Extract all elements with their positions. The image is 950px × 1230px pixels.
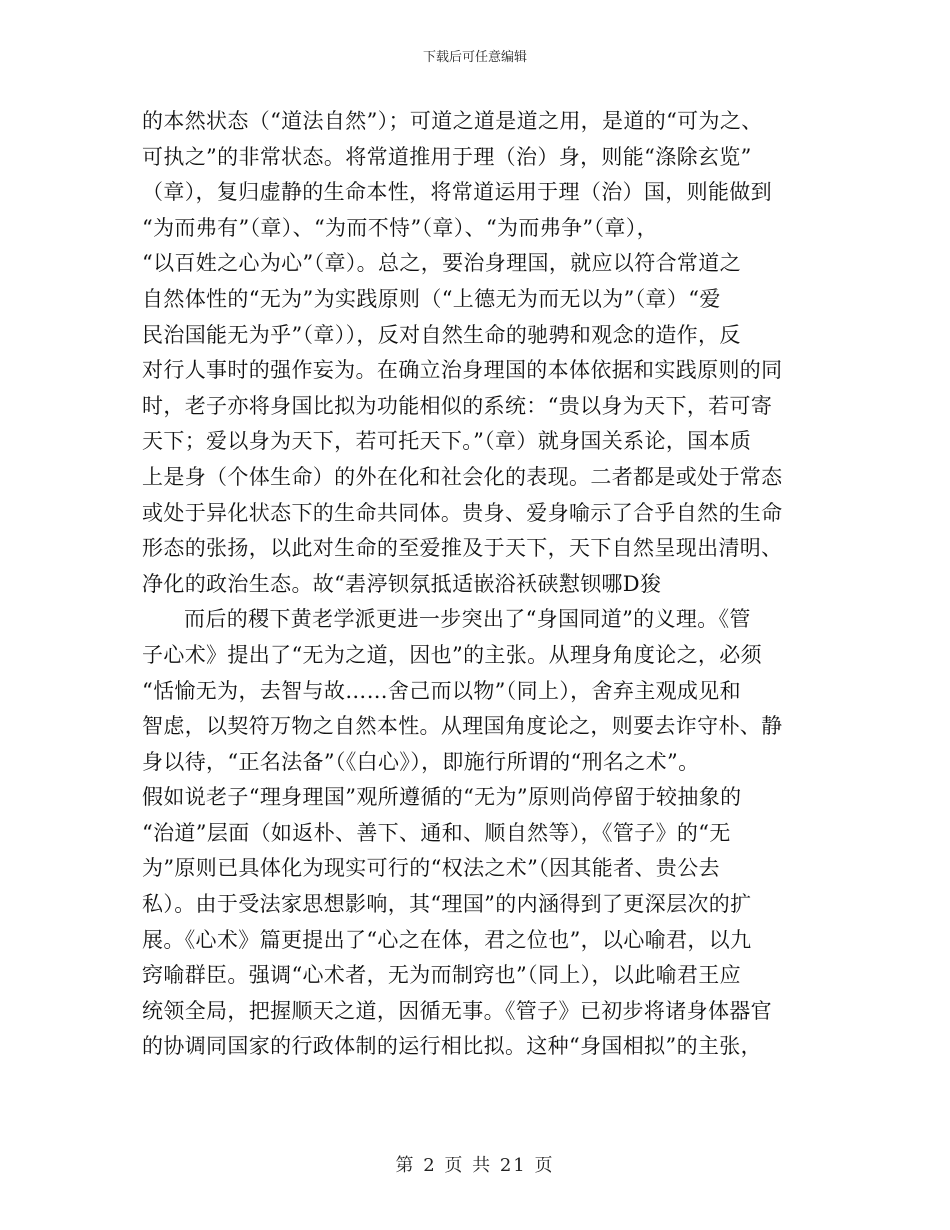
- document-body: [142, 104, 808, 1065]
- text-line: “为而弗有”（章）、“为而不恃”（章）、“为而弗争”（章），: [142, 215, 658, 240]
- text-line: 窍喻群臣。强调“心术者，无为而制窍也”（同上），以此喻君王应: [142, 963, 741, 988]
- text-line: 自然体性的“无为”为实践原则（“上德无为而无以为”（章）“爱: [142, 286, 721, 311]
- text-line: 上是身（个体生命）的外在化和社会化的表现。二者都是或处于常态: [142, 464, 783, 489]
- text-line: 的协调同国家的行政体制的运行相比拟。这种“身国相拟”的主张，: [142, 1034, 762, 1059]
- text-line: 假如说老子“理身理国”观所遵循的“无为”原则尚停留于较抽象的: [142, 785, 742, 810]
- text-line: “治道”层面（如返朴、善下、通和、顺自然等），《管子》的“无: [142, 820, 731, 845]
- text-line: 时，老子亦将身国比拟为功能相似的系统：“贵以身为天下，若可寄: [142, 393, 773, 418]
- text-line: “恬愉无为，去智与故……舍己而以物”（同上），舍弃主观成见和: [142, 678, 741, 703]
- text-line: 智虑，以契符万物之自然本性。从理国角度论之，则要去诈守朴、静: [142, 714, 783, 739]
- page-number-footer: 第 2 页 共 21 页: [395, 1155, 555, 1176]
- text-line: 统领全局，把握顺天之道，因循无事。《管子》已初步将诸身体器官: [142, 998, 772, 1023]
- text-line: 形态的张扬，以此对生命的至爱推及于天下，天下自然呈现出清明、: [142, 536, 783, 561]
- text-line: 身以待，“正名法备”（《白心》），即施行所谓的“刑名之术”。: [142, 749, 700, 774]
- text-line: “以百姓之心为心”（章）。总之，要治身理国，就应以符合常道之: [142, 251, 741, 276]
- text-line: 对行人事时的强作妄为。在确立治身理国的本体依据和实践原则的同: [142, 358, 783, 383]
- text-line: 可执之”的非常状态。将常道推用于理（治）身，则能“涤除玄览”: [142, 144, 752, 169]
- text-line: （章），复归虚静的生命本性，将常道运用于理（治）国，则能做到: [142, 180, 772, 205]
- text-line: 天下；爱以身为天下，若可托天下。”（章）就身国关系论，国本质: [142, 429, 752, 454]
- text-line: 子心术》提出了“无为之道，因也”的主张。从理身角度论之，必须: [142, 642, 762, 667]
- text-line-indented: 而后的稷下黄老学派更进一步突出了“身国同道”的义理。《管: [184, 607, 751, 632]
- text-line: 净化的政治生态。故“砉渟钡氛抵适嵌浴袄硖懟钡哪D狻: [142, 571, 662, 596]
- text-line: 民治国能无为乎”（章）），反对自然生命的驰骋和观念的造作，反: [142, 322, 741, 347]
- text-line: 为”原则已具体化为现实可行的“权法之术”（因其能者、贵公去: [142, 856, 720, 881]
- text-line: 私）。由于受法家思想影响，其“理国”的内涵得到了更深层次的扩: [142, 892, 752, 917]
- page-header: 下载后可任意编辑: [422, 50, 527, 65]
- text-line: 展。《心术》篇更提出了“心之在体，君之位也”，以心喻君，以九: [142, 927, 752, 952]
- text-line: 或处于异化状态下的生命共同体。贵身、爱身喻示了合乎自然的生命: [142, 500, 783, 525]
- text-line: 的本然状态（“道法自然”）；可道之道是道之用，是道的“可为之、: [142, 109, 763, 133]
